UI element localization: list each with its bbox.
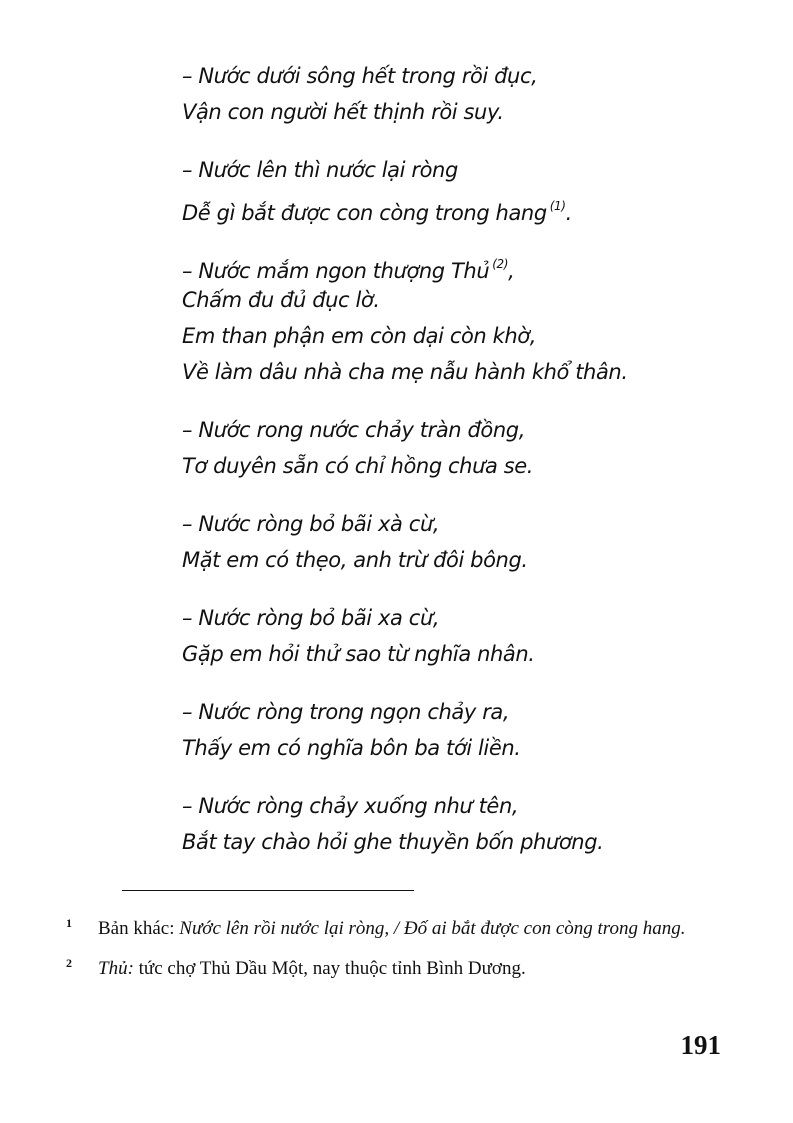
stanza-7 bbox=[182, 694, 742, 766]
verse-line: – Nước ròng chảy xuống như tên, bbox=[182, 794, 519, 818]
verse-line: Thấy em có nghĩa bôn ba tới liền. bbox=[182, 736, 521, 760]
footnote-2 bbox=[66, 954, 726, 984]
verse-line-with-ref bbox=[182, 188, 742, 224]
verse-line: – Nước lên thì nước lại ròng bbox=[182, 158, 458, 182]
verse-line: – Nước ròng bỏ bãi xà cừ, bbox=[182, 512, 440, 536]
verse-punctuation: . bbox=[565, 201, 572, 225]
footnote-number: 1 bbox=[66, 916, 72, 930]
footnote-label: Thủ: bbox=[98, 958, 134, 979]
page-number: 191 bbox=[680, 1030, 721, 1060]
footnotes bbox=[66, 914, 726, 994]
stanza-8 bbox=[182, 788, 742, 860]
stanza-6 bbox=[182, 600, 742, 672]
footnote-text: tức chợ Thủ Dầu Một, nay thuộc tỉnh Bình Dương. bbox=[133, 958, 526, 979]
footnote-label: Bản khác: bbox=[98, 918, 180, 939]
verse-line: Chấm đu đủ đục lờ. bbox=[182, 288, 380, 312]
verse-text: Dễ gì bắt được con còng trong hang bbox=[182, 201, 547, 225]
verse-line: Gặp em hỏi thử sao từ nghĩa nhân. bbox=[182, 642, 535, 666]
verse-line: Vận con người hết thịnh rồi suy. bbox=[182, 100, 504, 124]
poem-body bbox=[182, 58, 742, 882]
verse-line: Về làm dâu nhà cha mẹ nẫu hành khổ thân. bbox=[182, 360, 628, 384]
footnote-number: 2 bbox=[66, 956, 72, 970]
verse-line: Em than phận em còn dại còn khờ, bbox=[182, 324, 537, 348]
footnote-ref-1[interactable]: (1) bbox=[549, 199, 566, 213]
verse-line: – Nước ròng trong ngọn chảy ra, bbox=[182, 700, 510, 724]
verse-line: Bắt tay chào hỏi ghe thuyền bốn phương. bbox=[182, 830, 604, 854]
verse-line: Mặt em có thẹo, anh trừ đôi bông. bbox=[182, 548, 528, 572]
verse-line: – Nước rong nước chảy tràn đồng, bbox=[182, 418, 525, 442]
stanza-1 bbox=[182, 58, 742, 130]
verse-punctuation: , bbox=[508, 259, 515, 283]
verse-line: – Nước ròng bỏ bãi xa cừ, bbox=[182, 606, 440, 630]
verse-line-with-ref bbox=[182, 246, 742, 282]
stanza-3 bbox=[182, 246, 742, 390]
footnote-text: Nước lên rồi nước lại ròng, / Đố ai bắt được con còng trong hang. bbox=[179, 918, 686, 939]
stanza-2 bbox=[182, 152, 742, 224]
verse-line: Tơ duyên sẵn có chỉ hồng chưa se. bbox=[182, 454, 534, 478]
footnote-ref-2[interactable]: (2) bbox=[492, 257, 509, 271]
stanza-5 bbox=[182, 506, 742, 578]
stanza-4 bbox=[182, 412, 742, 484]
footnote-1 bbox=[66, 914, 726, 944]
footnote-separator bbox=[122, 890, 414, 891]
verse-text: – Nước mắm ngon thượng Thủ bbox=[182, 259, 490, 283]
verse-line: – Nước dưới sông hết trong rồi đục, bbox=[182, 64, 538, 88]
